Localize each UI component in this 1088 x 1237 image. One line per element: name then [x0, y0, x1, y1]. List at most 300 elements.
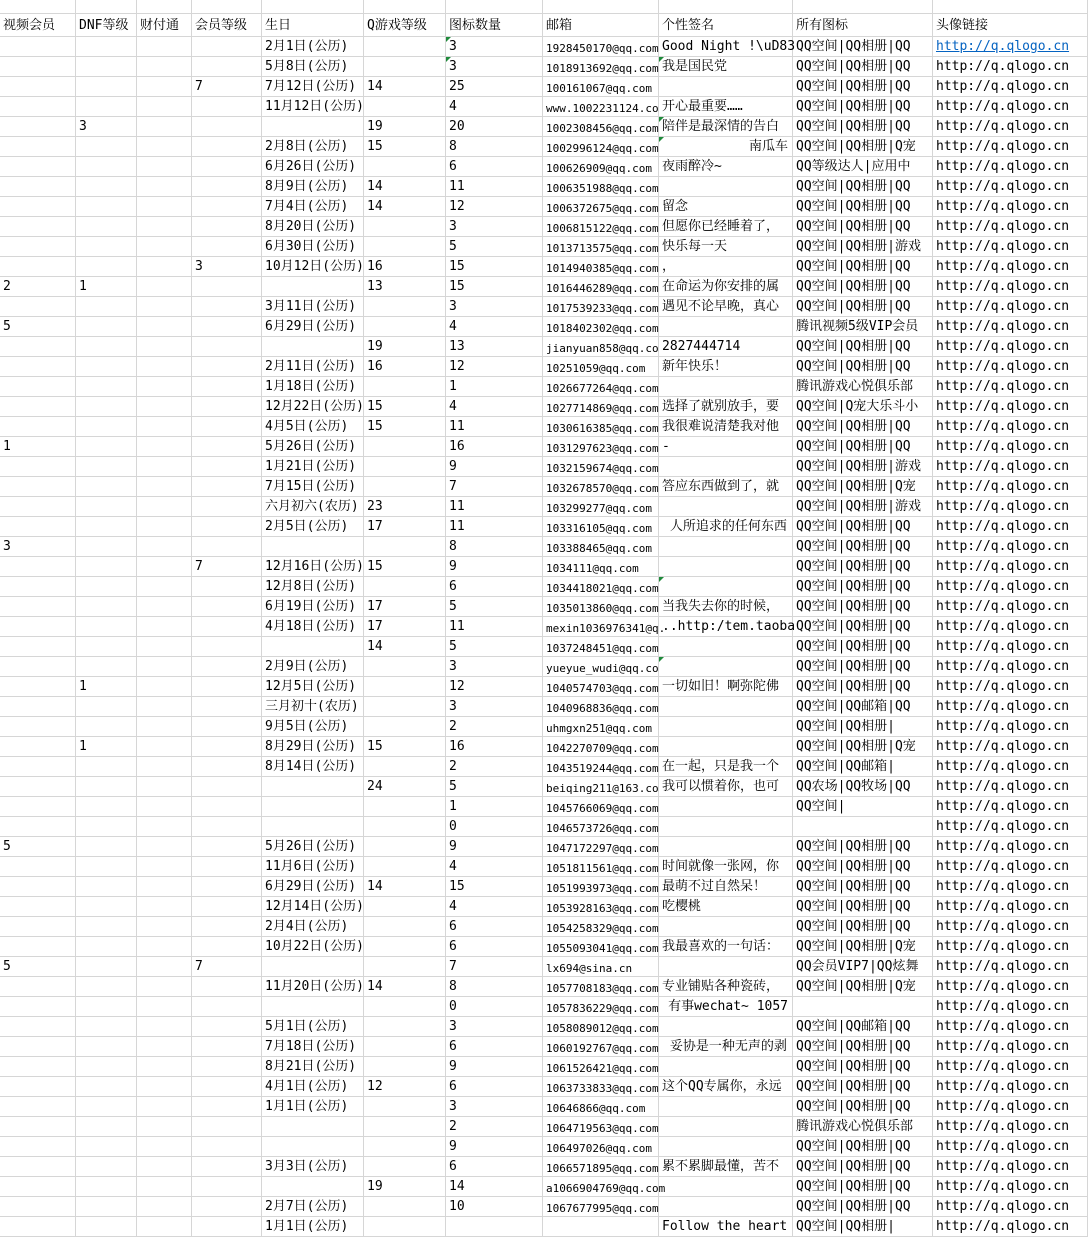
email-cell[interactable]: mexin1036976341@q. — [543, 617, 659, 636]
email-cell[interactable]: 1928450170@qq.com — [543, 37, 659, 56]
dnf-level-cell[interactable] — [76, 337, 137, 356]
header-tenpay[interactable]: 财付通 — [137, 14, 192, 36]
avatar-link-cell[interactable]: http://q.qlogo.cn — [933, 1217, 1088, 1236]
signature-cell[interactable] — [659, 637, 793, 656]
tenpay-cell[interactable] — [137, 37, 192, 56]
dnf-level-cell[interactable] — [76, 837, 137, 856]
icon-count-cell[interactable]: 2 — [446, 757, 543, 776]
tenpay-cell[interactable] — [137, 1037, 192, 1056]
avatar-link-cell[interactable]: http://q.qlogo.cn — [933, 377, 1088, 396]
email-cell[interactable]: 106497026@qq.com — [543, 1137, 659, 1156]
all-icons-cell[interactable]: QQ空间|QQ相册|QQ — [793, 637, 933, 656]
icon-count-cell[interactable]: 5 — [446, 597, 543, 616]
email-cell[interactable]: 1064719563@qq.com — [543, 1117, 659, 1136]
video-member-cell[interactable] — [0, 117, 76, 136]
member-level-cell[interactable] — [192, 817, 262, 836]
member-level-cell[interactable] — [192, 237, 262, 256]
video-member-cell[interactable]: 5 — [0, 837, 76, 856]
dnf-level-cell[interactable] — [76, 177, 137, 196]
email-cell[interactable]: 1043519244@qq.com — [543, 757, 659, 776]
qgame-level-cell[interactable] — [364, 237, 446, 256]
icon-count-cell[interactable]: 9 — [446, 557, 543, 576]
member-level-cell[interactable] — [192, 897, 262, 916]
qgame-level-cell[interactable] — [364, 1137, 446, 1156]
all-icons-cell[interactable]: QQ空间|QQ相册|QQ — [793, 1137, 933, 1156]
dnf-level-cell[interactable] — [76, 1177, 137, 1196]
email-cell[interactable]: 1030616385@qq.com — [543, 417, 659, 436]
avatar-link-cell[interactable]: http://q.qlogo.cn — [933, 477, 1088, 496]
all-icons-cell[interactable] — [793, 997, 933, 1016]
avatar-link-cell[interactable]: http://q.qlogo.cn — [933, 197, 1088, 216]
dnf-level-cell[interactable] — [76, 637, 137, 656]
signature-cell[interactable]: 但愿你已经睡着了， — [659, 217, 793, 236]
signature-cell[interactable] — [659, 457, 793, 476]
avatar-link-cell[interactable]: http://q.qlogo.cn — [933, 1037, 1088, 1056]
tenpay-cell[interactable] — [137, 897, 192, 916]
icon-count-cell[interactable]: 4 — [446, 397, 543, 416]
tenpay-cell[interactable] — [137, 297, 192, 316]
dnf-level-cell[interactable] — [76, 857, 137, 876]
icon-count-cell[interactable]: 1 — [446, 377, 543, 396]
qgame-level-cell[interactable]: 16 — [364, 357, 446, 376]
email-cell[interactable]: 103299277@qq.com — [543, 497, 659, 516]
icon-count-cell[interactable]: 1 — [446, 797, 543, 816]
icon-count-cell[interactable]: 16 — [446, 737, 543, 756]
email-cell[interactable]: 1002308456@qq.com — [543, 117, 659, 136]
signature-cell[interactable]: 留念 — [659, 197, 793, 216]
qgame-level-cell[interactable]: 15 — [364, 397, 446, 416]
qgame-level-cell[interactable]: 17 — [364, 597, 446, 616]
all-icons-cell[interactable]: QQ空间|QQ相册|QQ — [793, 37, 933, 56]
video-member-cell[interactable]: 2 — [0, 277, 76, 296]
tenpay-cell[interactable] — [137, 657, 192, 676]
member-level-cell[interactable] — [192, 417, 262, 436]
all-icons-cell[interactable] — [793, 817, 933, 836]
member-level-cell[interactable] — [192, 437, 262, 456]
dnf-level-cell[interactable] — [76, 517, 137, 536]
email-cell[interactable]: 1060192767@qq.com — [543, 1037, 659, 1056]
signature-cell[interactable]: 一切如旧！啊弥陀佛 — [659, 677, 793, 696]
all-icons-cell[interactable]: QQ空间|QQ相册|QQ — [793, 217, 933, 236]
member-level-cell[interactable] — [192, 537, 262, 556]
tenpay-cell[interactable] — [137, 197, 192, 216]
qgame-level-cell[interactable]: 14 — [364, 877, 446, 896]
video-member-cell[interactable] — [0, 97, 76, 116]
video-member-cell[interactable] — [0, 1097, 76, 1116]
video-member-cell[interactable] — [0, 517, 76, 536]
dnf-level-cell[interactable] — [76, 357, 137, 376]
qgame-level-cell[interactable]: 14 — [364, 977, 446, 996]
dnf-level-cell[interactable] — [76, 977, 137, 996]
icon-count-cell[interactable] — [446, 1217, 543, 1236]
all-icons-cell[interactable]: QQ空间|QQ相册|QQ — [793, 1177, 933, 1196]
signature-cell[interactable] — [659, 177, 793, 196]
all-icons-cell[interactable]: QQ空间|QQ相册| — [793, 717, 933, 736]
avatar-link-cell[interactable]: http://q.qlogo.cn — [933, 817, 1088, 836]
video-member-cell[interactable] — [0, 1037, 76, 1056]
dnf-level-cell[interactable] — [76, 717, 137, 736]
dnf-level-cell[interactable] — [76, 1077, 137, 1096]
tenpay-cell[interactable] — [137, 237, 192, 256]
qgame-level-cell[interactable] — [364, 577, 446, 596]
signature-cell[interactable]: 专业铺贴各种瓷砖， — [659, 977, 793, 996]
tenpay-cell[interactable] — [137, 1077, 192, 1096]
qgame-level-cell[interactable]: 23 — [364, 497, 446, 516]
signature-cell[interactable]: 选择了就别放手，要 — [659, 397, 793, 416]
qgame-level-cell[interactable] — [364, 1057, 446, 1076]
email-cell[interactable]: 1035013860@qq.com — [543, 597, 659, 616]
all-icons-cell[interactable]: QQ空间|QQ相册|Q宠 — [793, 937, 933, 956]
all-icons-cell[interactable]: QQ空间|QQ相册|QQ — [793, 837, 933, 856]
all-icons-cell[interactable]: QQ空间|QQ相册|Q宠 — [793, 137, 933, 156]
all-icons-cell[interactable]: QQ农场|QQ牧场|QQ — [793, 777, 933, 796]
qgame-level-cell[interactable] — [364, 757, 446, 776]
icon-count-cell[interactable]: 25 — [446, 77, 543, 96]
icon-count-cell[interactable]: 4 — [446, 97, 543, 116]
member-level-cell[interactable] — [192, 677, 262, 696]
tenpay-cell[interactable] — [137, 1217, 192, 1236]
video-member-cell[interactable]: 5 — [0, 317, 76, 336]
birthday-cell[interactable]: 9月5日(公历) — [262, 717, 364, 736]
dnf-level-cell[interactable] — [76, 1017, 137, 1036]
avatar-link-cell[interactable]: http://q.qlogo.cn — [933, 1197, 1088, 1216]
tenpay-cell[interactable] — [137, 917, 192, 936]
member-level-cell[interactable] — [192, 457, 262, 476]
avatar-link-cell[interactable]: http://q.qlogo.cn — [933, 97, 1088, 116]
icon-count-cell[interactable]: 0 — [446, 997, 543, 1016]
signature-cell[interactable] — [659, 557, 793, 576]
video-member-cell[interactable] — [0, 57, 76, 76]
signature-cell[interactable]: ..http:/tem.taoba — [659, 617, 793, 636]
tenpay-cell[interactable] — [137, 177, 192, 196]
icon-count-cell[interactable]: 2 — [446, 717, 543, 736]
icon-count-cell[interactable]: 8 — [446, 537, 543, 556]
tenpay-cell[interactable] — [137, 1177, 192, 1196]
signature-cell[interactable] — [659, 837, 793, 856]
all-icons-cell[interactable]: QQ空间|QQ相册|QQ — [793, 417, 933, 436]
avatar-link-cell[interactable]: http://q.qlogo.cn — [933, 1057, 1088, 1076]
member-level-cell[interactable] — [192, 777, 262, 796]
signature-cell[interactable]: 我是国民党 — [659, 57, 793, 76]
video-member-cell[interactable] — [0, 1057, 76, 1076]
avatar-link-cell[interactable]: http://q.qlogo.cn — [933, 137, 1088, 156]
email-cell[interactable]: 1037248451@qq.com — [543, 637, 659, 656]
icon-count-cell[interactable]: 6 — [446, 937, 543, 956]
signature-cell[interactable] — [659, 317, 793, 336]
avatar-link-cell[interactable]: http://q.qlogo.cn — [933, 177, 1088, 196]
tenpay-cell[interactable] — [137, 137, 192, 156]
tenpay-cell[interactable] — [137, 277, 192, 296]
dnf-level-cell[interactable] — [76, 957, 137, 976]
video-member-cell[interactable] — [0, 637, 76, 656]
avatar-link-cell[interactable]: http://q.qlogo.cn — [933, 717, 1088, 736]
qgame-level-cell[interactable] — [364, 817, 446, 836]
member-level-cell[interactable]: 3 — [192, 257, 262, 276]
avatar-link-cell[interactable]: http://q.qlogo.cn — [933, 217, 1088, 236]
dnf-level-cell[interactable] — [76, 877, 137, 896]
qgame-level-cell[interactable] — [364, 297, 446, 316]
birthday-cell[interactable]: 5月26日(公历) — [262, 837, 364, 856]
avatar-link-cell[interactable]: http://q.qlogo.cn — [933, 237, 1088, 256]
email-cell[interactable]: 1063733833@qq.com — [543, 1077, 659, 1096]
icon-count-cell[interactable]: 9 — [446, 457, 543, 476]
icon-count-cell[interactable]: 3 — [446, 297, 543, 316]
all-icons-cell[interactable]: QQ空间|QQ相册|QQ — [793, 297, 933, 316]
icon-count-cell[interactable]: 6 — [446, 157, 543, 176]
birthday-cell[interactable]: 1月18日(公历) — [262, 377, 364, 396]
tenpay-cell[interactable] — [137, 397, 192, 416]
video-member-cell[interactable] — [0, 877, 76, 896]
member-level-cell[interactable] — [192, 197, 262, 216]
birthday-cell[interactable] — [262, 997, 364, 1016]
all-icons-cell[interactable]: QQ空间|QQ相册|QQ — [793, 577, 933, 596]
avatar-link-cell[interactable]: http://q.qlogo.cn — [933, 857, 1088, 876]
tenpay-cell[interactable] — [137, 637, 192, 656]
birthday-cell[interactable]: 7月15日(公历) — [262, 477, 364, 496]
avatar-link-cell[interactable]: http://q.qlogo.cn — [933, 637, 1088, 656]
video-member-cell[interactable] — [0, 717, 76, 736]
email-cell[interactable]: 1046573726@qq.com — [543, 817, 659, 836]
all-icons-cell[interactable]: QQ空间|QQ相册|QQ — [793, 657, 933, 676]
all-icons-cell[interactable]: QQ空间|QQ相册| — [793, 1217, 933, 1236]
avatar-link-cell[interactable]: http://q.qlogo.cn — [933, 757, 1088, 776]
signature-cell[interactable]: 新年快乐！ — [659, 357, 793, 376]
dnf-level-cell[interactable] — [76, 817, 137, 836]
signature-cell[interactable] — [659, 697, 793, 716]
birthday-cell[interactable]: 2月8日(公历) — [262, 137, 364, 156]
header-all-icons[interactable]: 所有图标 — [793, 14, 933, 36]
dnf-level-cell[interactable] — [76, 397, 137, 416]
video-member-cell[interactable] — [0, 1177, 76, 1196]
dnf-level-cell[interactable] — [76, 757, 137, 776]
header-video-member[interactable]: 视频会员 — [0, 14, 76, 36]
member-level-cell[interactable] — [192, 317, 262, 336]
signature-cell[interactable]: 时间就像一张网，你 — [659, 857, 793, 876]
birthday-cell[interactable] — [262, 637, 364, 656]
dnf-level-cell[interactable] — [76, 417, 137, 436]
header-dnf-level[interactable]: DNF等级 — [76, 14, 137, 36]
member-level-cell[interactable] — [192, 917, 262, 936]
video-member-cell[interactable] — [0, 797, 76, 816]
qgame-level-cell[interactable] — [364, 57, 446, 76]
signature-cell[interactable]: 妥协是一种无声的剥 — [659, 1037, 793, 1056]
video-member-cell[interactable] — [0, 1217, 76, 1236]
birthday-cell[interactable] — [262, 337, 364, 356]
icon-count-cell[interactable]: 15 — [446, 877, 543, 896]
icon-count-cell[interactable]: 12 — [446, 677, 543, 696]
email-cell[interactable]: 1002996124@qq.com — [543, 137, 659, 156]
dnf-level-cell[interactable] — [76, 137, 137, 156]
member-level-cell[interactable] — [192, 477, 262, 496]
all-icons-cell[interactable]: QQ等级达人|应用中 — [793, 157, 933, 176]
email-cell[interactable]: 100161067@qq.com — [543, 77, 659, 96]
icon-count-cell[interactable]: 9 — [446, 1137, 543, 1156]
birthday-cell[interactable]: 7月4日(公历) — [262, 197, 364, 216]
birthday-cell[interactable]: 1月21日(公历) — [262, 457, 364, 476]
video-member-cell[interactable] — [0, 737, 76, 756]
tenpay-cell[interactable] — [137, 1057, 192, 1076]
header-qgame-level[interactable]: Q游戏等级 — [364, 14, 446, 36]
dnf-level-cell[interactable] — [76, 217, 137, 236]
birthday-cell[interactable] — [262, 1177, 364, 1196]
member-level-cell[interactable] — [192, 617, 262, 636]
signature-cell[interactable]: 快乐每一天 — [659, 237, 793, 256]
all-icons-cell[interactable]: QQ空间|QQ相册|QQ — [793, 277, 933, 296]
icon-count-cell[interactable]: 6 — [446, 917, 543, 936]
signature-cell[interactable]: 夜雨醉冷~ — [659, 157, 793, 176]
all-icons-cell[interactable]: 腾讯游戏心悦俱乐部 — [793, 1117, 933, 1136]
email-cell[interactable]: 1006815122@qq.com — [543, 217, 659, 236]
video-member-cell[interactable] — [0, 177, 76, 196]
avatar-link-cell[interactable]: http://q.qlogo.cn — [933, 777, 1088, 796]
all-icons-cell[interactable]: QQ空间|QQ相册|QQ — [793, 437, 933, 456]
member-level-cell[interactable] — [192, 977, 262, 996]
avatar-link-cell[interactable]: http://q.qlogo.cn — [933, 1097, 1088, 1116]
birthday-cell[interactable]: 6月29日(公历) — [262, 317, 364, 336]
signature-cell[interactable]: 最萌不过自然呆！ — [659, 877, 793, 896]
tenpay-cell[interactable] — [137, 1197, 192, 1216]
tenpay-cell[interactable] — [137, 537, 192, 556]
member-level-cell[interactable] — [192, 1057, 262, 1076]
email-cell[interactable]: 1032678570@qq.com — [543, 477, 659, 496]
signature-cell[interactable] — [659, 1177, 793, 1196]
signature-cell[interactable]: 我可以惯着你，也可 — [659, 777, 793, 796]
dnf-level-cell[interactable] — [76, 97, 137, 116]
dnf-level-cell[interactable] — [76, 1197, 137, 1216]
all-icons-cell[interactable]: QQ空间|QQ相册|QQ — [793, 897, 933, 916]
member-level-cell[interactable] — [192, 1157, 262, 1176]
video-member-cell[interactable] — [0, 1077, 76, 1096]
video-member-cell[interactable] — [0, 1017, 76, 1036]
birthday-cell[interactable]: 5月1日(公历) — [262, 1017, 364, 1036]
birthday-cell[interactable] — [262, 777, 364, 796]
icon-count-cell[interactable]: 7 — [446, 957, 543, 976]
qgame-level-cell[interactable]: 19 — [364, 337, 446, 356]
qgame-level-cell[interactable] — [364, 857, 446, 876]
icon-count-cell[interactable]: 4 — [446, 897, 543, 916]
signature-cell[interactable] — [659, 577, 793, 596]
video-member-cell[interactable] — [0, 1117, 76, 1136]
avatar-link-cell[interactable]: http://q.qlogo.cn — [933, 277, 1088, 296]
signature-cell[interactable] — [659, 1017, 793, 1036]
member-level-cell[interactable] — [192, 757, 262, 776]
avatar-link-cell[interactable]: http://q.qlogo.cn — [933, 517, 1088, 536]
icon-count-cell[interactable]: 12 — [446, 357, 543, 376]
birthday-cell[interactable]: 6月29日(公历) — [262, 877, 364, 896]
icon-count-cell[interactable]: 8 — [446, 137, 543, 156]
icon-count-cell[interactable]: 4 — [446, 857, 543, 876]
icon-count-cell[interactable]: 3 — [446, 37, 543, 56]
icon-count-cell[interactable]: 3 — [446, 697, 543, 716]
avatar-link-cell[interactable]: http://q.qlogo.cn — [933, 1017, 1088, 1036]
qgame-level-cell[interactable] — [364, 1197, 446, 1216]
birthday-cell[interactable] — [262, 957, 364, 976]
avatar-link-cell[interactable]: http://q.qlogo.cn — [933, 317, 1088, 336]
qgame-level-cell[interactable] — [364, 677, 446, 696]
video-member-cell[interactable] — [0, 1197, 76, 1216]
tenpay-cell[interactable] — [137, 777, 192, 796]
header-member-level[interactable]: 会员等级 — [192, 14, 262, 36]
qgame-level-cell[interactable] — [364, 697, 446, 716]
dnf-level-cell[interactable]: 1 — [76, 737, 137, 756]
icon-count-cell[interactable]: 8 — [446, 977, 543, 996]
qgame-level-cell[interactable]: 14 — [364, 197, 446, 216]
signature-cell[interactable]: Good Night !\uD83 — [659, 37, 793, 56]
avatar-link-cell[interactable]: http://q.qlogo.cn — [933, 737, 1088, 756]
birthday-cell[interactable]: 12月16日(公历) — [262, 557, 364, 576]
qgame-level-cell[interactable] — [364, 477, 446, 496]
all-icons-cell[interactable]: QQ空间|QQ相册|QQ — [793, 877, 933, 896]
avatar-link-cell[interactable]: http://q.qlogo.cn — [933, 37, 1088, 56]
icon-count-cell[interactable]: 6 — [446, 1157, 543, 1176]
birthday-cell[interactable]: 2月1日(公历) — [262, 37, 364, 56]
avatar-link-cell[interactable]: http://q.qlogo.cn — [933, 1177, 1088, 1196]
qgame-level-cell[interactable] — [364, 657, 446, 676]
member-level-cell[interactable] — [192, 37, 262, 56]
all-icons-cell[interactable]: QQ空间|QQ相册|QQ — [793, 1077, 933, 1096]
signature-cell[interactable]: 累不累脚最懂，苦不 — [659, 1157, 793, 1176]
qgame-level-cell[interactable] — [364, 957, 446, 976]
tenpay-cell[interactable] — [137, 517, 192, 536]
icon-count-cell[interactable]: 3 — [446, 1097, 543, 1116]
signature-cell[interactable] — [659, 1137, 793, 1156]
email-cell[interactable]: jianyuan858@qq.co — [543, 337, 659, 356]
signature-cell[interactable] — [659, 657, 793, 676]
birthday-cell[interactable]: 三月初十(农历) — [262, 697, 364, 716]
member-level-cell[interactable] — [192, 577, 262, 596]
member-level-cell[interactable]: 7 — [192, 957, 262, 976]
birthday-cell[interactable] — [262, 537, 364, 556]
video-member-cell[interactable] — [0, 977, 76, 996]
email-cell[interactable]: 1061526421@qq.com — [543, 1057, 659, 1076]
video-member-cell[interactable] — [0, 397, 76, 416]
tenpay-cell[interactable] — [137, 57, 192, 76]
member-level-cell[interactable] — [192, 657, 262, 676]
all-icons-cell[interactable]: QQ空间|QQ相册|QQ — [793, 1097, 933, 1116]
member-level-cell[interactable] — [192, 217, 262, 236]
icon-count-cell[interactable]: 11 — [446, 497, 543, 516]
icon-count-cell[interactable]: 20 — [446, 117, 543, 136]
birthday-cell[interactable]: 3月3日(公历) — [262, 1157, 364, 1176]
birthday-cell[interactable]: 2月7日(公历) — [262, 1197, 364, 1216]
email-cell[interactable]: 1027714869@qq.com — [543, 397, 659, 416]
signature-cell[interactable] — [659, 737, 793, 756]
video-member-cell[interactable] — [0, 597, 76, 616]
qgame-level-cell[interactable]: 15 — [364, 557, 446, 576]
member-level-cell[interactable] — [192, 637, 262, 656]
email-cell[interactable]: 1067677995@qq.com — [543, 1197, 659, 1216]
avatar-link-cell[interactable]: http://q.qlogo.cn — [933, 157, 1088, 176]
email-cell[interactable]: uhmgxn251@qq.com — [543, 717, 659, 736]
dnf-level-cell[interactable] — [76, 537, 137, 556]
member-level-cell[interactable] — [192, 937, 262, 956]
header-email[interactable]: 邮箱 — [543, 14, 659, 36]
all-icons-cell[interactable]: QQ空间|QQ相册|游戏 — [793, 497, 933, 516]
avatar-link-cell[interactable]: http://q.qlogo.cn — [933, 1117, 1088, 1136]
video-member-cell[interactable] — [0, 457, 76, 476]
qgame-level-cell[interactable] — [364, 717, 446, 736]
all-icons-cell[interactable]: QQ空间|QQ相册|QQ — [793, 117, 933, 136]
signature-cell[interactable] — [659, 817, 793, 836]
video-member-cell[interactable] — [0, 997, 76, 1016]
member-level-cell[interactable] — [192, 717, 262, 736]
all-icons-cell[interactable]: QQ空间|QQ相册|Q宠 — [793, 737, 933, 756]
email-cell[interactable]: 100626909@qq.com — [543, 157, 659, 176]
header-birthday[interactable]: 生日 — [262, 14, 364, 36]
qgame-level-cell[interactable] — [364, 1117, 446, 1136]
email-cell[interactable]: yueyue_wudi@qq.co — [543, 657, 659, 676]
dnf-level-cell[interactable] — [76, 937, 137, 956]
